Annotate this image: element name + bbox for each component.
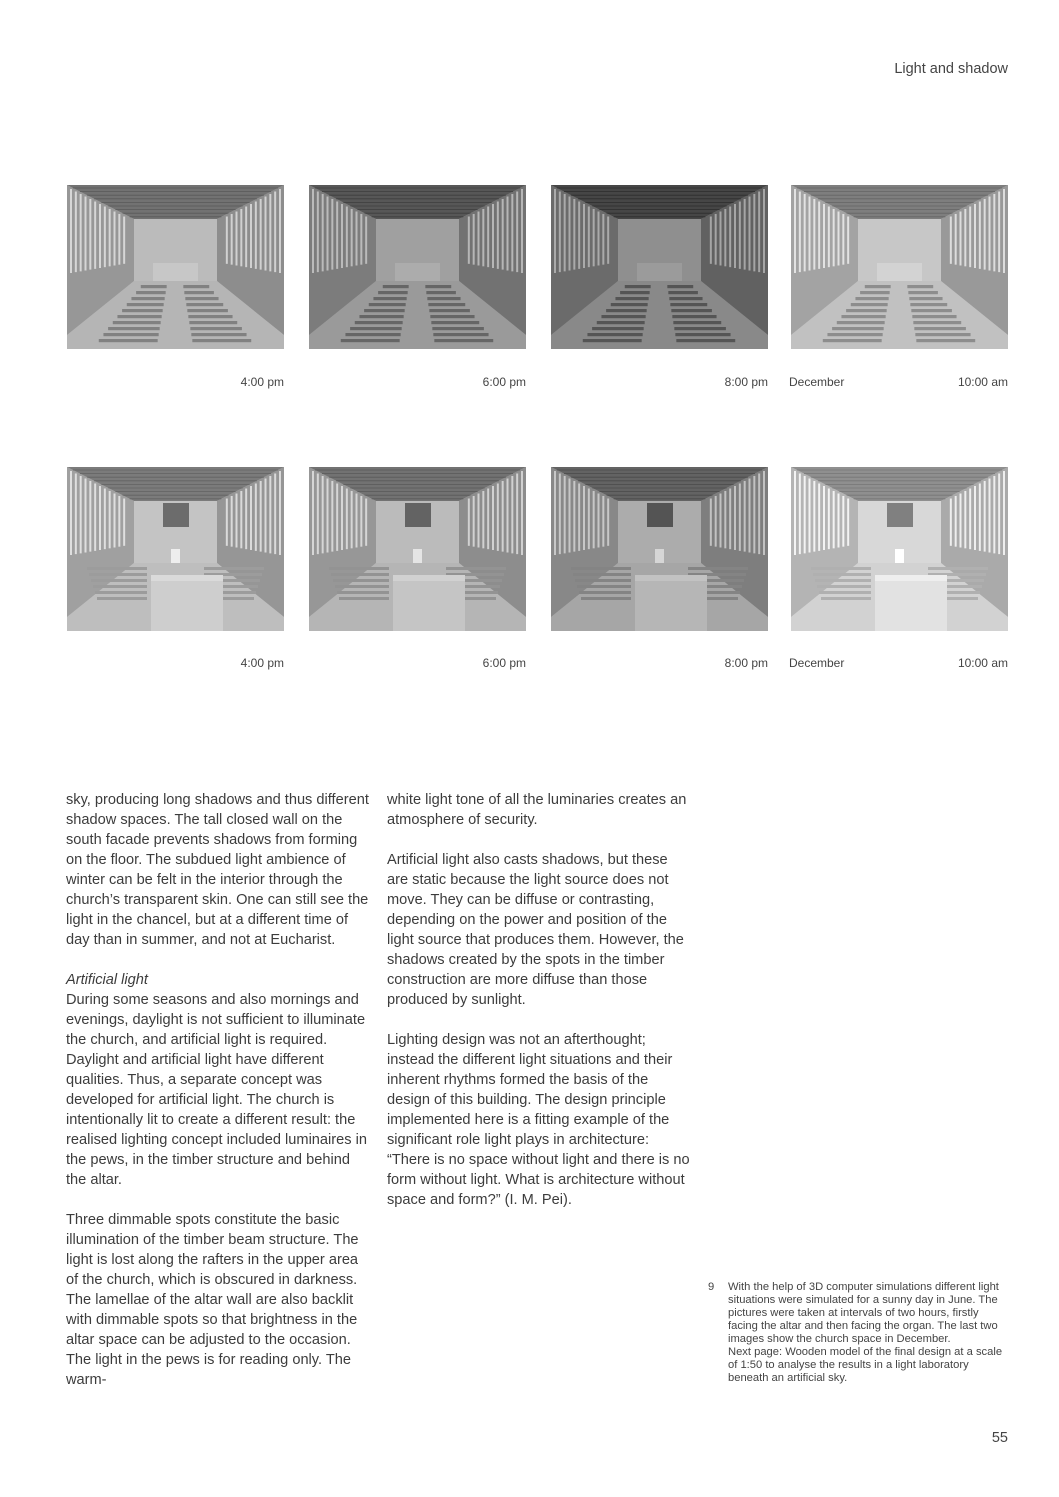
render-altar-8pm <box>551 185 768 349</box>
caption-row1-10am: 10:00 am <box>957 375 1008 389</box>
subheading-artificial-light: Artificial light <box>66 972 148 988</box>
render-altar-8pm-graphic <box>551 185 768 349</box>
caption-row1-4pm: 4:00 pm <box>240 375 284 389</box>
render-altar-december <box>791 185 1008 349</box>
text-column-2 <box>387 790 692 1210</box>
render-altar-6pm-graphic <box>309 185 526 349</box>
paragraph: white light tone of all the luminaries creates an atmosphere of security. <box>387 792 687 828</box>
caption-row2-8pm: 8:00 pm <box>724 656 768 670</box>
render-organ-8pm <box>551 467 768 631</box>
render-altar-4pm-graphic <box>67 185 284 349</box>
artificial-light-section <box>66 970 371 1190</box>
render-organ-december-graphic <box>791 467 1008 631</box>
footnote-number: 9 <box>708 1281 715 1293</box>
paragraph: sky, producing long shadows and thus different shadow spaces. The tall closed wall on the south facade prevents shadows from forming on the floor. The subdued light ambience of winter can be felt in the interior through the church’s transparent skin. One can still see the light in the chancel, but at a different time of day than in summer, and not at Eucharist. <box>66 792 369 948</box>
caption-row1-december: December <box>789 375 845 389</box>
render-organ-6pm <box>309 467 526 631</box>
render-organ-4pm-graphic <box>67 467 284 631</box>
caption-row2-4pm: 4:00 pm <box>240 656 284 670</box>
render-altar-6pm <box>309 185 526 349</box>
render-altar-december-graphic <box>791 185 1008 349</box>
caption-row2-6pm: 6:00 pm <box>482 656 526 670</box>
paragraph: Lighting design was not an afterthought; instead the different light situations and their inherent rhythms formed the basis of the design of this building. The design principle implemented here is a fitting example of the significant role light plays in architecture: “There is no space without light and there is no form without light. What is architecture without space and form?” (I. M. Pei). <box>387 1032 690 1208</box>
footnote-text: With the help of 3D computer simulations different light situations were simulated for a sunny day in June. The pictures were taken at intervals of two hours, firstly facing the altar and then facing the organ. The last two images show the church space in December. <box>728 1281 999 1345</box>
render-organ-6pm-graphic <box>309 467 526 631</box>
paragraph: During some seasons and also mornings and evenings, daylight is not sufficient to illuminate the church, and artificial light is required. Daylight and artificial light have different qualities. Thus, a separate concept was developed for artificial light. The church is intentionally lit to create a different result: the realised lighting concept included luminaires in the pews, in the timber structure and behind the altar. <box>66 992 367 1188</box>
render-organ-4pm <box>67 467 284 631</box>
footnote <box>708 1281 1008 1385</box>
caption-row1-8pm: 8:00 pm <box>724 375 768 389</box>
render-organ-8pm-graphic <box>551 467 768 631</box>
running-head: Light and shadow <box>894 61 1008 77</box>
caption-row2-december: December <box>789 656 845 670</box>
caption-row1-6pm: 6:00 pm <box>482 375 526 389</box>
render-altar-4pm <box>67 185 284 349</box>
footnote-next-page: Next page: Wooden model of the final design at a scale of 1:50 to analyse the results in a light laboratory beneath an artificial sky. <box>728 1346 1003 1384</box>
caption-row2-10am: 10:00 am <box>957 656 1008 670</box>
paragraph: Three dimmable spots constitute the basic illumination of the timber beam structure. The light is lost along the rafters in the upper area of the church, which is obscured in darkness. The lamellae of the altar wall are also backlit with dimmable spots so that brightness in the altar space can be adjusted to the occasion. The light in the pews is for reading only. The warm- <box>66 1212 359 1388</box>
text-column-1 <box>66 790 371 1390</box>
render-organ-december <box>791 467 1008 631</box>
page-number: 55 <box>991 1430 1008 1446</box>
paragraph: Artificial light also casts shadows, but these are static because the light source does not move. They can be diffuse or contrasting, depending on the power and position of the light source that produces them. However, the shadows created by the spots in the timber construction are more diffuse than those produced by sunlight. <box>387 852 684 1008</box>
